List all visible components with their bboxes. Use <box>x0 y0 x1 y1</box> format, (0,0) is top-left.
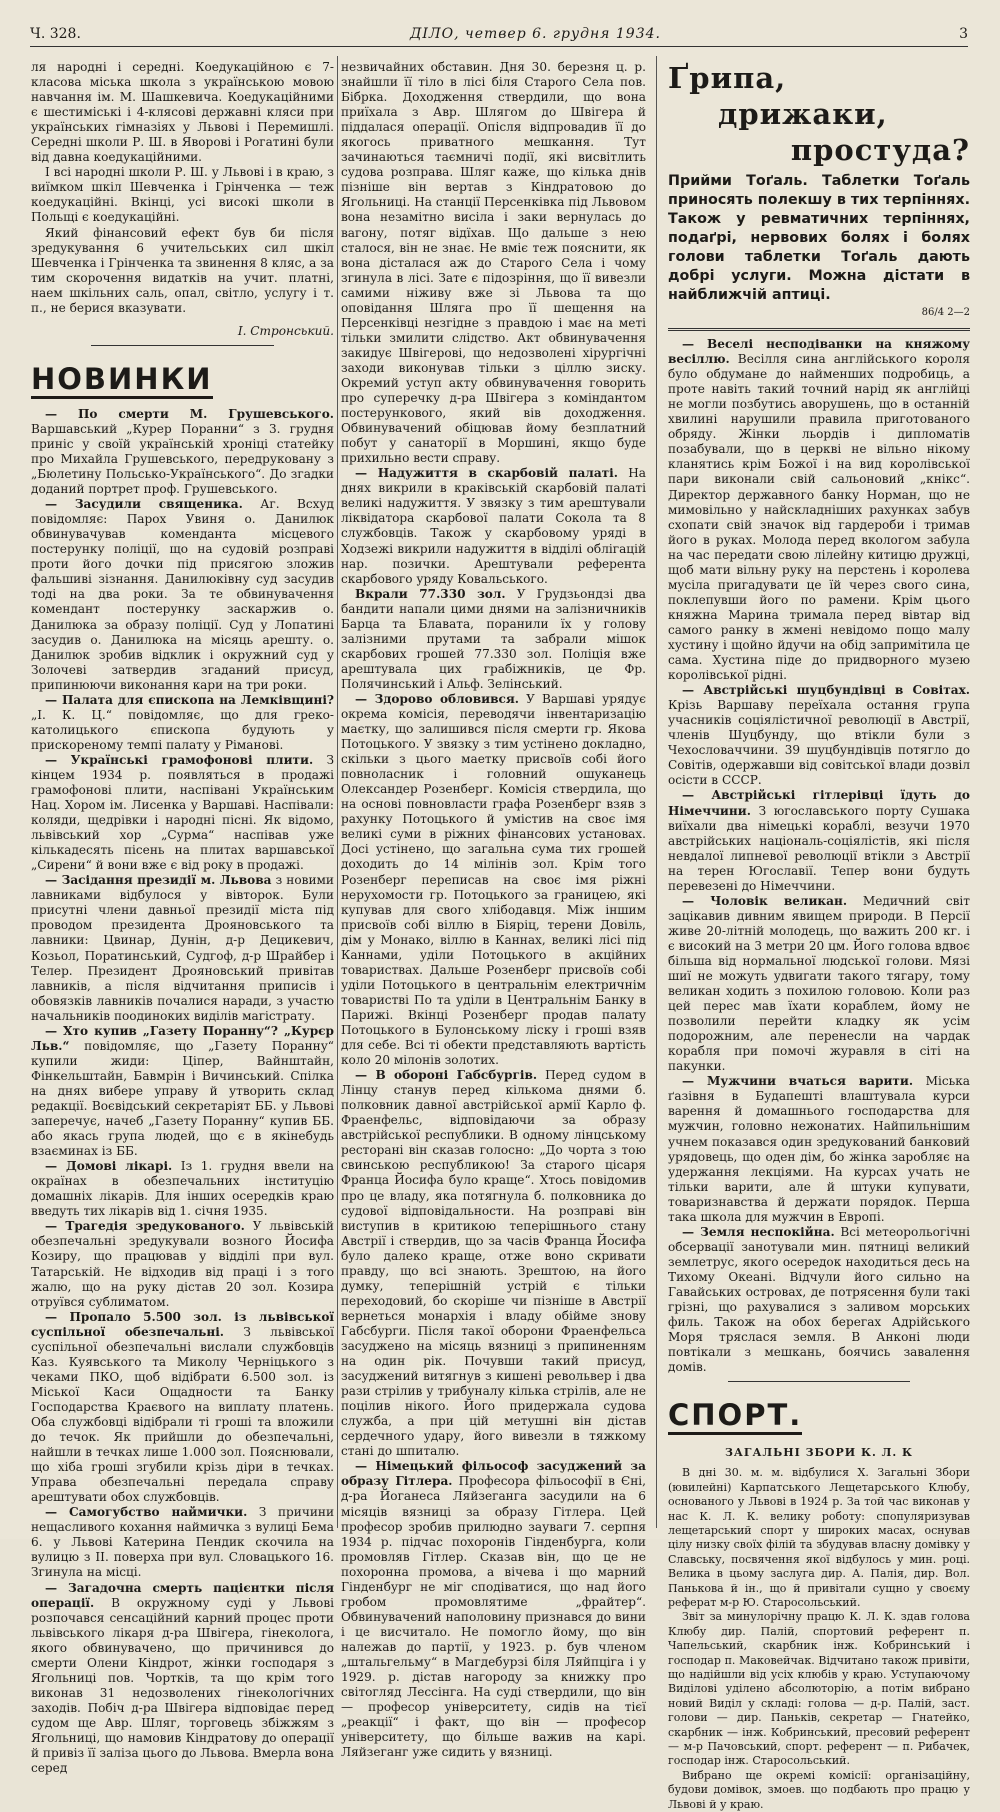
news-headline: — Німецький фільософ засуджений за образу Гітлера. <box>341 1459 646 1489</box>
issue-date: четвер 6. грудня 1934. <box>464 26 661 42</box>
news-body: З югославського порту Сушака виїхали два німецькі кораблі, везучи 1970 австрійських національ-соціялістів, які після невдалої липневої революції втікли з Австрії на терен Югославії. Тепер вони будуть перевезені до Німеччини. <box>668 803 970 893</box>
news-body: Всі метеорольогічні обсервації занотували мин. пятниці великий землетрус, якого осередок находиться десь на Тихому Океані. Відчули його сильно на Гавайських островах, де потрясення були такі грізні, що рахувалися з заливом морських филь. Також на обох берегах Адрійського Моря тряслася земля. В Анконі люди повтікали з мешкань, боячись завалення домів. <box>668 1224 970 1375</box>
news-body: повідомляє, що „Газету Поранну“ купили жиди: Ціпер, Вайнштайн, Фінкельштайн, Бавмрін і Вичинський. Спілка на днях вибере управу й утворить склад редакції. Воєвідський секретаріят ББ. у Львові заперечує, начеб „Газету Поранну“ купив ББ. або якась група людей, що є в якінебудь взаєминах із ББ. <box>31 1038 334 1159</box>
news-headline: — Земля неспокійна. <box>682 1224 835 1239</box>
divider <box>668 328 970 331</box>
column-3 <box>668 60 970 1811</box>
news-headline: — Засідання президії м. Львова <box>45 873 272 888</box>
article-paragraph: І всі народні школи Р. Ш. у Львові і в краю, з виїмком шкіл Шевченка і Грінченка — теж коедукаційні. Вкінці, усі високі школи в Польщі є коедукаційні. <box>31 165 334 225</box>
news-body: В окружному суді у Львові розпочався сенсаційний карний процес проти львівського лікаря д-ра Швігера, гінеколога, якого обвинувачено, що причинився до смерти Олени Кіндрот, жінки господаря з Ягольниці пов. Чортків, та що крім того виконав 31 недозволених гінекологічних заходів. Побіч д-ра Швігера відповідає перед судом ще Авр. Шляг, торговець збіжжям з Ягольниці, що намовив Кіндратову до операції й привіз її заліза цього до Львова. Вмерла вона серед <box>31 1595 334 1776</box>
news-item <box>31 693 334 753</box>
news-headline: — Пропало 5.500 зол. із львівської суспільної обезпечальні. <box>31 1309 334 1339</box>
news-body: Весілля сина англійського короля було обдумане до найменших подробиць, а проте навіть такий точний нарід як англійці не могли позбутись аворушень, що в останній хвилині нарушили правила приготованого обряду. Жінки льордів і дипломатів позабували, що в церкві не вільно нікому кланятись крім Божої і на вид королівської пари виконали свій сальоновий „кнікс“. Директор державного банку Норман, що не мимовільно у найскладніших рахунках забув схопати свій значок від гардероби і тримав його в руках. Молода перед вкологом забула на час передати свою лілейну китицю дружці, щоб мати вільну руку на перстень і королева мусіла пригадувати це їй через свого сина, поклепувши його по рамени. Крім цього княжна Марина тримала перед вівтар від самого ранку в жмені невідомо пощо малу хустину і щойно йдучи на обід запримітила це сама. Хустина піде до придворного музею королівської рідні. <box>668 352 970 683</box>
news-body: Медичний світ зацікавив дивним явищем природи. В Персії живе 20-літній молодець, що важить 200 кг. і є високий на 3 метри 20 цм. Його голова вдвоє більша від нормальної людської голови. Мязі шиї не можуть удвигати такого тягару, тому великан ходить з похилою головою. Коли раз цей перес мав їхати кораблем, йому не позволили перейти кладку як усім подорожним, але перенесли на чардак корабля при помочі журавля в сіті на пакунки. <box>668 893 970 1074</box>
news-body: Аг. Всхуд повідомляє: Парох Увиня о. Данилюк обвинувачував коменданта місцевого постерунку поліції, що на судовій розправі проти його дочки під присягою зложив фальшиві зізнання. Данилюківну суд засудив тоді на два роки. За те обвинувачення комендант постерунку заскаржив о. Данилюка за образу поліції. Суд у Лопатині засудив о. Данилюка на місяць арешту. о. Данилюк зробив відклик і окружний суд у Золочеві затвердив згаданий присуд, припинюючи виконання кари на три роки. <box>31 497 334 692</box>
news-item <box>31 1159 334 1219</box>
news-headline: — По смерти М. Грушевського. <box>45 406 334 421</box>
news-item <box>31 1505 334 1580</box>
ad-code: 86/4 2—2 <box>921 307 970 318</box>
paper-name: ДІЛО, <box>410 26 460 42</box>
ad-headline-line-1: Ґрипа, <box>668 61 787 95</box>
news-body: З кінцем 1934 р. появляться в продажі грамофонові плити, наспівані Українським Нац. Хором ім. Лисенка у Варшаві. Наспівали: коляди, щедрівки і народні пісні. Як відомо, львівський хор „Сурма“ наспівав уже кількадесять пісень на плитах варшавської „Сирени“ й вони вже є від року в продажі. <box>31 752 334 873</box>
article-continuation: ля народні і середні. Коедукаційною є 7-класова міська школа з українською мовою навчання ім. М. Шашкевича. Коедукаційними є шестиміські і 4-клясові державні кляси при українських гімназіях у Львові і Перемишлі. Середні школи Р. Ш. в Яворові і Рогатині були від давна коедукаційними. <box>31 60 334 165</box>
news-headline: — Австрійські шуцбундівці в Совітах. <box>682 683 970 698</box>
news-body: Крізь Варшаву переїхала остання група учасників соціялістичної революції в Австрії, членів Шуцбунду, що втікли були з Чехословаччини. 39 шуцбундівців потягло до Совітів, одержавши від совітської влади дозвіл осісти в СССР. <box>668 698 970 788</box>
news-headline: — Домові лікарі. <box>45 1159 173 1174</box>
news-item <box>668 1225 970 1375</box>
news-body: У Варшаві урядує окрема комісія, переводячи інвентаризацію маєтку, що залишився після смерти гр. Якова Потоцького. У звязку з тим устінено докладно, скільки з цього маетку присвоїв собі його повноласник і головний ошуканець Олександер Розенберг. Комісія ствердила, що на основі повновласти графа Розенберг взяв з рахунку Потоцького й умістив на своє імя великі суми в ріжних фінансових установах. Досі устінено, що загальна сума тих грошей доходить до 14 мілінів зол. Крім того Розенберг переписав на своє імя ріжні нерухомости гр. Потоцького за границею, які купував для свого хлібодавця. Між іншим присвоїв собі віллю в Біяріц, терени Довіль, дім у Монако, віллю в Каннах, великі лісі під Каннами, уділи Потоцького в акційних товариствах. Дальше Розенберг присвоїв собі уділи Потоцького в центральнім електричнім товаристві По та уділи в Центральнім Банку в Парижі. Вкінці Розенберг продав палату Потоцького в Булонському ліску і гроші взяв для себе. Всі ті обекти представляють вартість коло 20 мілонів золотих. <box>341 691 646 1068</box>
news-headline: — Чоловік великан. <box>682 893 848 908</box>
column-1 <box>31 60 335 1776</box>
news-item <box>341 1068 646 1459</box>
news-body: З причини нещасливого кохання наймичка з вулиці Бема 6. у Львові Катерина Пендик скочила на вулицю з ІІ. поверха при вул. Словацького 16. Згинула на місці. <box>31 1505 335 1580</box>
ad-body: Прийми Тоґаль. Таблетки Тоґаль приносять полекшу в тих терпіннях. Також у ревматичних терпіннях, подаґрі, нервових болях і болях голови таблетки Тоґаль дають добрі услуги. Можна дістати в найближчій аптиці. <box>668 173 970 303</box>
news-item <box>31 873 334 1023</box>
divider <box>728 1381 910 1382</box>
issue-number: Ч. 328. <box>30 26 81 42</box>
news-headline: — Австрійські гітлерівці їдуть до Німеччини. <box>668 788 970 818</box>
section-title-news: НОВИНКИ <box>31 362 213 399</box>
news-item <box>31 1219 334 1309</box>
column-divider <box>656 56 657 1528</box>
news-headline: — Мужчини вчаться варити. <box>682 1074 914 1089</box>
column-divider <box>337 56 338 1528</box>
article-continuation: незвичайних обставин. Дня 30. березня ц. р. знайшли її тіло в лісі біля Старого Села пов. Бібрка. Доходження ствердили, що вона приїхала з Авр. Шлягом до Швігера й піддалася операції. Опісля відпровадив її до якогось приватного мешкання. Тут зачинаються таємничі події, які висвітлить судова розправа. Шляг каже, що кілька днів пізніше він вертав з Кіндратовою до Ягольниці. На станції Персенківка під Львовом вона незамітно висіла і заки вернулась до вагону, потяг відїхав. Що дальше з нею сталося, він не знає. Не вміє теж пояснити, як вона дісталася аж до Старого Села і чому згинула в лісі. Зате є підозріння, що її вивезли самими ніживу вже зі Львова та що оповідання Шляга про її шещення на Персенківці незгідне з правдою і має на меті тільки змилити слідство. Акт обвинувачення закидує Швігерові, що недозволені хірургічні заходи виконував тільки з ціллю зиску. Окремий уступ акту обвинувачення говорить про суперечку д-ра Швігера з коміндантом постерункового, який вів доходження. Обвинувачений обіцював йому безплатний побут у санаторії в Моршині, якщо буде прихильно вести справу. <box>341 60 646 466</box>
column-2 <box>341 60 646 1760</box>
news-item <box>31 753 334 873</box>
news-headline: — Засудили священика. <box>45 497 243 512</box>
news-body: Із 1. грудня ввели на окраїнах в обезпечальних інституцію домашніх лікарів. Для інших осередків краю введуть тих лікарів від 1. січня 1935. <box>31 1159 334 1219</box>
page-header <box>30 26 968 47</box>
section-title-sport: СПОРТ. <box>668 1398 802 1435</box>
news-headline: — Здорово обловився. <box>355 691 519 706</box>
news-headline: — Українські грамофонові плити. <box>45 752 314 767</box>
news-headline: — Самогубство наймички. <box>45 1505 248 1520</box>
news-headline: — Хто купив „Газету Поранну“? „Курєр Льв.“ <box>31 1023 334 1053</box>
news-headline: — Надужиття в скарбовій палаті. <box>355 466 618 481</box>
news-item <box>31 1310 334 1506</box>
news-item <box>341 692 646 1068</box>
news-headline: — Веселі несподіванки на княжому весіллю. <box>668 337 970 367</box>
news-item <box>668 683 970 788</box>
news-body: Перед судом в Лінцу станув перед кількома днями б. полковник давної австрійської армії Карло ф. Фраенфельс, відповідаючи за образу австрійської республики. В одному лінцському ресторані він сказав голосно: „До чорта з тою свинською республикою! За старого цісаря Франца Йосифа було краще“. Хтось повідомив про це владу, яка потягнула б. полковника до судової відповідальности. На розправі він виступив в критикою теперішнього стану Австрії і ствердив, що за часів Франца Йосифа було далеко краще, отже воно скривати правду, що всі знають. Зрештою, на його думку, теперішній устрій є тільки переходовий, бо скоріше чи пізніше в Австрії вернеться монархія і владу обійме знову Габсбурги. Після такої оборони Фраенфельса засуджено на місяць вязниці з припиненням на один рік. Почувши такий присуд, засуджений витягнув з кишені револьвер і двa рази стрілив у трибуналу кілька стрілів, але не поцілив нікого. Його придержала судова служба, а при цій метушні він дістав сердечного удару, його вивезли в тяжкому стані до шпиталю. <box>341 1068 646 1459</box>
news-headline: — В обороні Габсбургів. <box>355 1068 538 1083</box>
news-body: Професора фільософії в Єні, д-ра Йоганеса Ляйзеганга засудили на 6 місяців вязниці за образу Гітлера. Цей професор зробив прилюдно зауваги 7. серпня 1934 р. підчас похоронів Гінденбурга, коли промовляв Гітлер. Сказав він, що це не похоронна промова, а вічева і що марний Гінденбург не міг сподіватися, що над його гробом промовлятиме „фрайтер“. Обвинувачений наполовину признався до вини і це висчитало. Не помогло йому, що він належав до партії, у 1923. р. був членом „штальгельму“ в Магдебурзі біля Ляйпціга і у 1929. р. дістав нагороду за книжку про світогляд Лессінга. На суді ствердили, що він — професор університету, сидів на тієї „реакції“ і факт, що він — професор університету, що більше важив на карі. Ляйзеганг уже сидить у вязниці. <box>341 1474 646 1760</box>
news-body: „І. К. Ц.“ повідомляє, що для греко-католицького єпископа будують у прискореному темпі палату у Ріманові. <box>31 707 334 752</box>
news-body: З львівської суспільної обезпечальні вислали службовців Каз. Куявського та Миколу Черніцького з чеками ПКО, щоб відібрати 6.500 зол. із Міської Каси Ощадности та Банку Господарства Краєвого на виплату платень. Оба службовці відібрали ті гроші та вложили до течок. Як прийшли до обезпечальні, найшли в течках лише 1.000 зол. Пояснювали, що хіба гроші згубили крізь діри в течках. Управа обезпечальні передала справу арештувати обох службовців. <box>31 1324 334 1505</box>
sport-paragraph: Звіт за минулорічну працю К. Л. К. здав голова Клюбу дир. Палій, спортовий референт п. Чапельський, скарбник інж. Кобринський і господар п. Маковейчак. Відчитано також привіти, що надійшли від усіх клюбів у краю. Уступаючому Виділові уділено абсолюторію, а потім вибрано новий Виділ у складі: голова — д-р. Палій, заст. голови — дир. Паньків, секретар — Гнатейко, скарбник — інж. Кобринський, пресовий референт — м-р Пачовський, спорт. референт — п. Рибачек, господар інж. Старосольський. <box>668 1610 970 1768</box>
news-body: з новими лавниками відбулося у вівторок. Були присутні члени давньої президії міста під проводом президента Дрояновського та лавники: Цвинар, Дунін, д-р Децикевич, Козьол, Поратинський, Судгоф, д-р Шрайбер і Телер. Президент Дрояновський привітав лавників, а після відчитання приписів і обовязків лавників почалися наради, з участю начальників поодиноких виділів магістрату. <box>31 873 334 1023</box>
news-item <box>341 1459 646 1760</box>
page-number: 3 <box>959 26 968 42</box>
sport-subtitle: ЗАГАЛЬНІ ЗБОРИ К. Л. К <box>724 1446 914 1460</box>
news-item <box>668 1074 970 1224</box>
news-body: У львівській обезпечальні зредукували возного Йосифа Козиру, що працював у відділі при вул. Татарській. Не відходив від праці і з того жалю, що на руку дістав 20 зол. Козира отруївся сублиматом. <box>31 1219 334 1309</box>
ad-headline-line-2: дрижаки, <box>718 97 888 131</box>
news-item <box>31 1024 334 1159</box>
togal-advertisement <box>668 60 970 320</box>
news-body: Міська ґазівня в Будапешті влаштувала курси варення й домашнього господарства для мужчин, головно нежонатих. Найпильнішим учнем показався один зредукований банковий урядовець, що оден дім, бо жінка заробляє на удержання лекціями. На курсах учать не тільки варити, але й штуки купувати, товаризнавства й держати порядок. Перша така школа для мужчин в Европі. <box>668 1074 970 1224</box>
news-item <box>341 466 646 586</box>
news-item <box>31 1581 334 1777</box>
news-headline: — Палата для єпископа на Лемківщині? <box>45 692 334 707</box>
news-item <box>668 894 970 1075</box>
author-signature: І. Стронський. <box>237 323 334 338</box>
news-item <box>31 497 334 693</box>
news-item <box>668 788 970 893</box>
news-body: У Грудзьондзі два бандити напали цими днями на залізничників Барца та Блавата, поранили їх у голову залізними прутами та забрали мішок скарбових грошей 77.330 зол. Поліція вже арештувала цих грабіжників, це Фр. Полячинський і Альф. Зелінський. <box>341 586 646 691</box>
news-body: Варшавський „Курер Поранни“ з 3. грудня приніс у своїй українській хроніці статейку про Михайла Грушевського, передруковану з „Бюлетину Польсько-Українського“. До згадки доданий портрет проф. Грушевського. <box>31 421 334 497</box>
news-item <box>31 407 334 497</box>
news-headline: Вкрали 77.330 зол. <box>355 586 506 601</box>
news-headline: — Загадочна смерть пацієнтки після операції. <box>31 1580 334 1610</box>
sport-paragraph: Вибрано ще окремі комісії: організаційну, будови домівок, змоев. що подбають про працю у Львові й у краю. <box>668 1768 970 1811</box>
divider <box>91 345 274 346</box>
news-headline: — Трагедія зредукованого. <box>45 1219 245 1234</box>
sport-paragraph: В дні 30. м. м. відбулися Х. Загальні Збори (ювилейні) Карпатського Лещетарського Клюбу, основаного у Львові в 1924 р. За той час виконав у нас К. Л. К. велику роботу: спопуляризував лещетарський спорт у широких масах, оснував цілу низку своїх філій та збудував власну домівку у Славську, посвячення якої відбулось у мин. році. Велика в цьому заслуга дир. А. Палія, дир. Вол. Панькова й ін., що й привітали сущно у своєму реферат м-р Ю. Старосольський. <box>668 1466 970 1609</box>
news-item <box>341 587 646 692</box>
ad-headline-line-3: простуда? <box>790 133 970 167</box>
news-item <box>668 337 970 683</box>
masthead-date <box>410 26 661 42</box>
news-body: На днях викрили в краківській скарбовій палаті великі надужиття. У звязку з тим арештували ліквідатора скарбової палати Сокола та 8 службовців. Також у скарбовому уряді в Ходзежі викрили надужиття в відділі облігацій нар. позички. Арештували референта скарбового уряду Ковальського. <box>341 466 646 586</box>
article-paragraph: Який фінансовий ефект був би після зредукування 6 учительських сил шкіл Шевченка і Грінченка та звинення 8 кляс, а за тим скорочення видатків на учит. платні, наем шкільних саль, опал, світло, услугу і т. п., не берися вказувати. <box>31 225 334 315</box>
